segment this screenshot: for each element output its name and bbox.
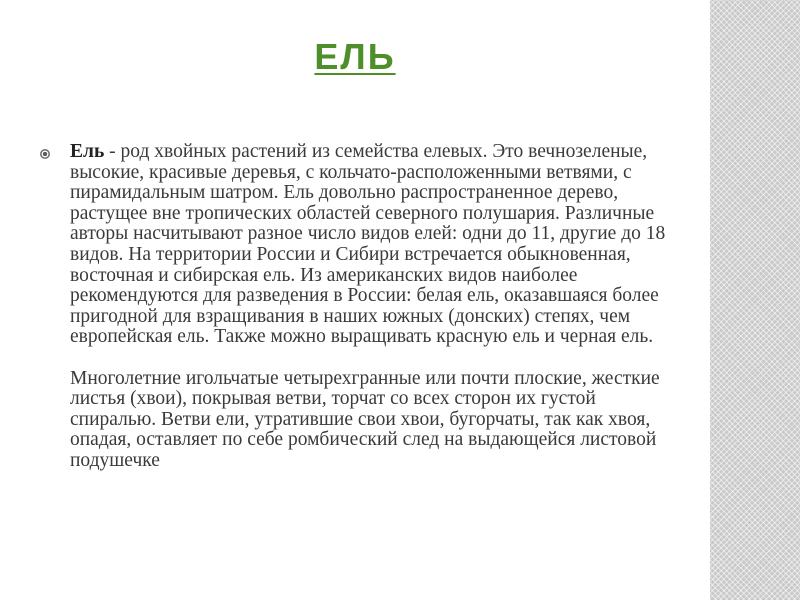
paragraph-leaves: Многолетние игольчатые четырехгранные или почти плоские, жесткие листья (хвои), покрывая ветви, торчат со всех сторон их густой спиралью. Ветви ели, утратившие свои хвои, бугорчаты, так как хвоя, опадая, оставляет по себе ромбический след на выдающейся листовой подушечке [70,367,660,471]
definition-text: - род хвойных растений из семейства елевых. Это вечнозеленые, высокие, красивые деревья, с кольчато-расположенными ветвями, с пирамидальным шатром. Ель довольно распространенное дерево, растущее вне тропических областей северного полушария. Различные авторы насчитывают разное число видов елей: одни до 11, другие до 18 видов. На территории России и Сибири встречается обыкновенная, восточная и сибирская ель. Из американских видов наиболее рекомендуются для разведения в России: белая ель, оказавшаяся более пригодной для взращивания в наших южных (донских) степях, чем европейская ель. Также можно выращивать красную ель и черная ель. [70,141,666,348]
slide-body [70,142,685,472]
circle-bullet-icon [40,149,50,159]
term-word: Ель [70,141,105,162]
decorative-side-strip [710,0,800,600]
slide-title: ЕЛЬ [314,36,396,77]
paragraph-definition [70,142,685,348]
